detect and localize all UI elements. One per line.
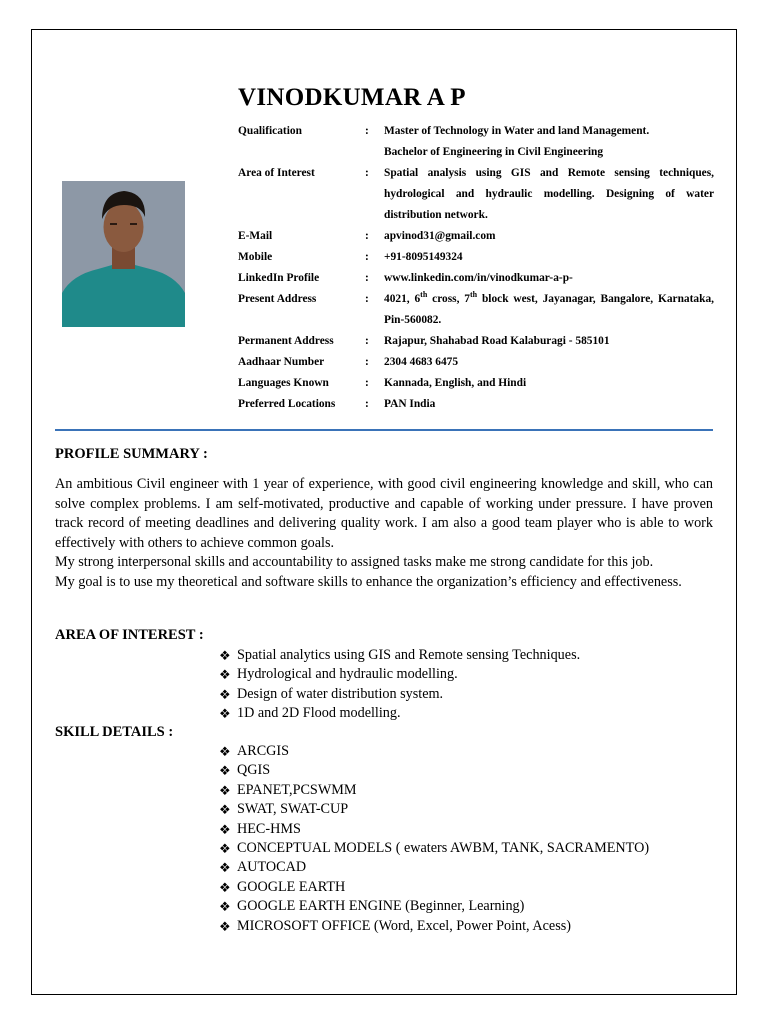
diamond-bullet-icon: ❖ — [219, 879, 231, 895]
detail-label: Languages Known — [238, 377, 329, 389]
detail-colon: : — [365, 335, 369, 347]
detail-colon: : — [365, 251, 369, 263]
detail-label: Aadhaar Number — [238, 356, 325, 368]
diamond-bullet-icon: ❖ — [219, 667, 231, 683]
profile-summary-text — [55, 475, 713, 592]
list-item — [219, 704, 580, 723]
profile-summary-heading: PROFILE SUMMARY : — [55, 446, 208, 462]
detail-row — [238, 163, 714, 226]
detail-value: Rajapur, Shahabad Road Kalaburagi - 585101 — [384, 335, 610, 347]
diamond-bullet-icon: ❖ — [219, 841, 231, 857]
list-item — [219, 839, 649, 858]
detail-colon: : — [365, 398, 369, 410]
list-item-text: Spatial analytics using GIS and Remote sensing Techniques. — [237, 647, 581, 663]
detail-colon: : — [365, 230, 369, 242]
diamond-bullet-icon: ❖ — [219, 763, 231, 779]
list-item-text: SWAT, SWAT-CUP — [237, 801, 349, 818]
list-item-text: 1D and 2D Flood modelling. — [237, 705, 401, 722]
detail-row — [238, 247, 714, 268]
detail-value: 2304 4683 6475 — [384, 356, 459, 368]
detail-label: Permanent Address — [238, 335, 334, 347]
list-item — [219, 820, 649, 839]
detail-label: LinkedIn Profile — [238, 272, 320, 284]
detail-value: www.linkedin.com/in/vinodkumar-a-p- — [384, 272, 573, 284]
candidate-name: VINODKUMAR A P — [238, 84, 466, 111]
list-item-text: MICROSOFT OFFICE (Word, Excel, Power Point, Acess) — [237, 917, 571, 934]
area-of-interest-heading: AREA OF INTEREST : — [55, 627, 204, 643]
detail-colon: : — [365, 356, 369, 368]
list-item — [219, 761, 649, 780]
detail-colon: : — [365, 167, 369, 179]
detail-label: Present Address — [238, 293, 317, 305]
diamond-bullet-icon: ❖ — [219, 802, 231, 818]
list-item — [219, 800, 649, 819]
detail-label: E-Mail — [238, 230, 273, 242]
diamond-bullet-icon: ❖ — [219, 648, 231, 663]
detail-row — [238, 331, 714, 352]
list-item-text: CONCEPTUAL MODELS ( ewaters AWBM, TANK, SACRAMENTO) — [237, 840, 650, 857]
detail-colon: : — [365, 293, 369, 305]
detail-colon: : — [365, 125, 369, 137]
detail-value: Kannada, English, and Hindi — [384, 377, 527, 389]
detail-value: Bachelor of Engineering in Civil Engineering — [384, 146, 604, 158]
detail-value: 4021, 6th cross, 7th block west, Jayanagar, Bangalore, Karnataka, Pin-560082. — [384, 290, 714, 326]
profile-photo — [62, 181, 185, 327]
detail-label: Preferred Locations — [238, 398, 336, 410]
list-item — [219, 742, 649, 761]
list-item-text: Design of water distribution system. — [237, 685, 444, 702]
list-item — [219, 897, 649, 916]
list-item — [219, 781, 649, 800]
detail-row — [238, 268, 714, 289]
detail-label: Area of Interest — [238, 167, 315, 179]
diamond-bullet-icon: ❖ — [219, 899, 231, 915]
detail-row — [238, 289, 714, 331]
list-item-text: GOOGLE EARTH — [237, 878, 346, 895]
list-item — [219, 878, 649, 897]
detail-row — [238, 352, 714, 373]
section-divider — [55, 429, 713, 431]
diamond-bullet-icon: ❖ — [219, 686, 231, 702]
diamond-bullet-icon: ❖ — [219, 860, 231, 876]
list-item-text: ARCGIS — [237, 743, 290, 759]
list-item — [219, 858, 649, 877]
detail-row — [238, 226, 714, 247]
diamond-bullet-icon: ❖ — [219, 744, 231, 759]
detail-value: PAN India — [384, 398, 436, 410]
detail-colon: : — [365, 377, 369, 389]
area-of-interest-list — [219, 646, 580, 724]
list-item-text: GOOGLE EARTH ENGINE (Beginner, Learning) — [237, 898, 525, 915]
skill-details-list — [219, 742, 649, 936]
diamond-bullet-icon: ❖ — [219, 821, 231, 837]
detail-colon: : — [365, 272, 369, 284]
list-item-text: HEC-HMS — [237, 820, 301, 837]
list-item — [219, 685, 580, 704]
list-item — [219, 646, 580, 665]
list-item-text: EPANET,PCSWMM — [237, 781, 357, 798]
detail-label: Qualification — [238, 125, 302, 137]
person-avatar-icon — [62, 181, 185, 327]
detail-row — [238, 394, 714, 415]
detail-value: +91-8095149324 — [384, 251, 463, 263]
detail-value: apvinod31@gmail.com — [384, 230, 496, 242]
summary-paragraph: An ambitious Civil engineer with 1 year of experience, with good civil engineering knowledge and skill, who can solve complex problems. I am self-motivated, productive and capable of working under pressure. I have proven track record of meeting deadlines and delivering quality work. I am also a good team player who is able to work effectively with others to achieve common goals. — [55, 476, 713, 551]
diamond-bullet-icon: ❖ — [219, 706, 231, 722]
list-item-text: Hydrological and hydraulic modelling. — [237, 666, 458, 683]
diamond-bullet-icon: ❖ — [219, 918, 231, 934]
detail-label: Mobile — [238, 251, 273, 263]
list-item-text: QGIS — [237, 762, 271, 779]
list-item — [219, 665, 580, 684]
summary-paragraph: My strong interpersonal skills and accountability to assigned tasks make me strong candidate for this job. — [55, 554, 654, 570]
detail-row — [238, 373, 714, 394]
detail-value: Master of Technology in Water and land Management. — [384, 125, 650, 137]
detail-row — [238, 121, 714, 163]
skill-details-heading: SKILL DETAILS : — [55, 724, 174, 740]
list-item-text: AUTOCAD — [237, 859, 307, 876]
summary-paragraph: My goal is to use my theoretical and software skills to enhance the organization’s efficiency and effectiveness. — [55, 573, 682, 590]
detail-value: Spatial analysis using GIS and Remote sensing techniques, hydrological and hydraulic modelling. Designing of water distribution network. — [384, 167, 714, 221]
personal-details — [238, 121, 714, 415]
diamond-bullet-icon: ❖ — [219, 782, 231, 798]
list-item — [219, 917, 649, 936]
